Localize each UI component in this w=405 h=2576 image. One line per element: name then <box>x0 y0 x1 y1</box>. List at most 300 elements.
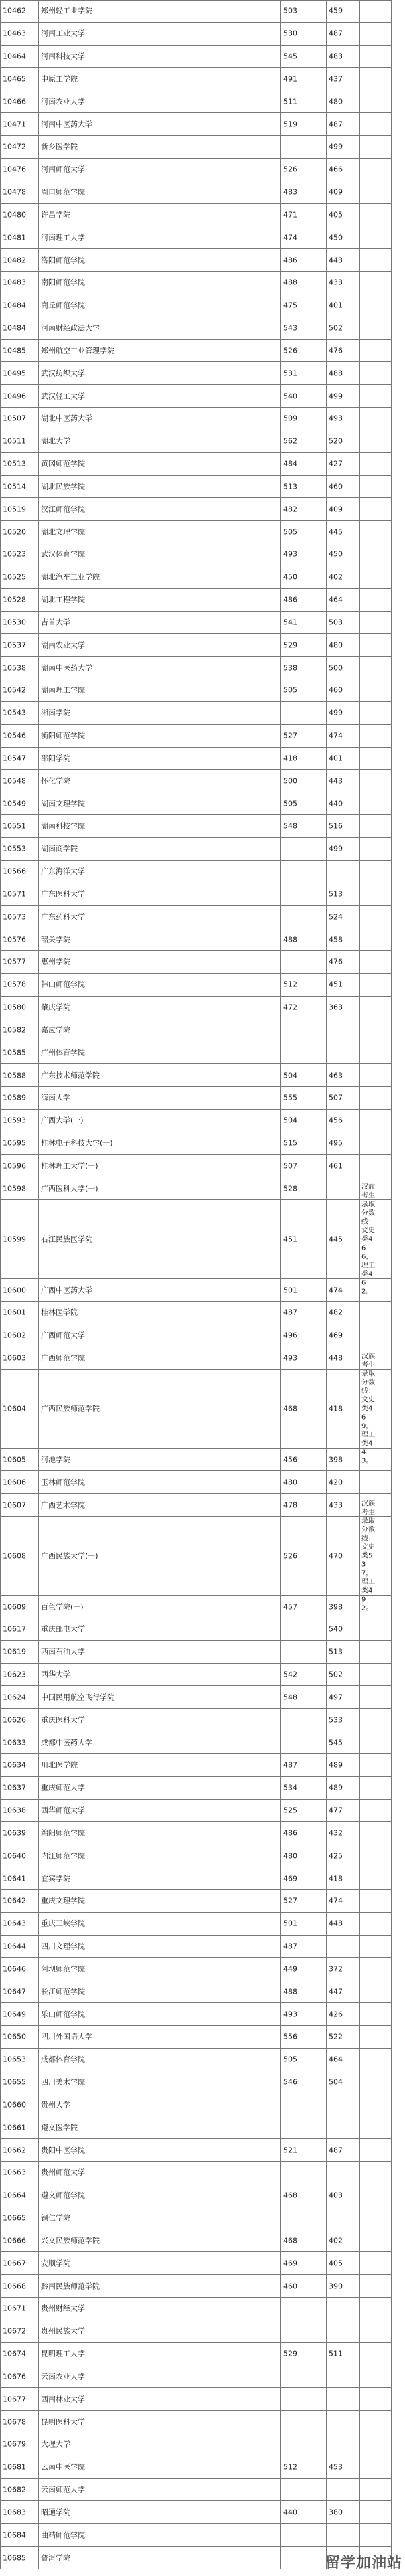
school-code <box>0 204 29 227</box>
score-col2 <box>327 498 360 521</box>
school-code <box>0 2365 29 2388</box>
school-name-text: 广东技术师范学院 <box>41 1071 100 1080</box>
score-col1-text: 486 <box>283 256 297 265</box>
school-code-text: 10607 <box>3 1500 26 1510</box>
blank-cell <box>29 46 39 68</box>
score-col1-text: 555 <box>283 1093 297 1102</box>
score-col1 <box>281 1110 327 1132</box>
school-code <box>0 997 29 1019</box>
school-code <box>0 476 29 499</box>
table-row <box>0 974 405 997</box>
school-name-text: 河南农业大学 <box>41 97 85 106</box>
note-cell <box>360 2139 376 2162</box>
score-col2-text: 456 <box>329 1116 343 1125</box>
score-col2 <box>327 1471 360 1494</box>
score-col1-text: 538 <box>283 663 297 673</box>
school-code <box>0 181 29 204</box>
blank-cell <box>29 1686 39 1709</box>
school-name-text: 乐山师范学院 <box>41 2010 85 2019</box>
school-name <box>39 1867 281 1890</box>
blank-cell <box>376 657 392 679</box>
school-code-text: 10674 <box>3 2349 26 2358</box>
score-col2-text: 409 <box>329 187 343 197</box>
note-cell <box>360 476 376 499</box>
school-name <box>39 1132 281 1155</box>
score-col2 <box>327 2071 360 2094</box>
school-name <box>39 2547 281 2569</box>
table-row <box>0 1731 405 1754</box>
school-code-text: 10606 <box>3 1478 26 1487</box>
note-cell <box>360 2049 376 2071</box>
school-name <box>39 815 281 838</box>
school-code <box>0 1155 29 1178</box>
score-col2 <box>327 1449 360 1472</box>
school-code <box>0 634 29 657</box>
score-col2 <box>327 1200 360 1279</box>
school-name <box>39 453 281 476</box>
score-col2 <box>327 1279 360 1302</box>
table-row <box>0 2071 405 2094</box>
score-col1 <box>281 2026 327 2049</box>
table-row <box>0 748 405 770</box>
score-col1-text: 526 <box>283 1551 297 1561</box>
table-row <box>0 362 405 385</box>
school-code <box>0 1370 29 1449</box>
blank-cell <box>29 1664 39 1687</box>
note-cell <box>360 2252 376 2275</box>
note-cell <box>360 1844 376 1867</box>
note-cell <box>360 2501 376 2524</box>
blank-cell <box>376 2343 392 2366</box>
note-cell <box>360 0 376 23</box>
blank-cell <box>29 2207 39 2230</box>
school-name <box>39 2456 281 2479</box>
note-cell <box>360 272 376 294</box>
school-code <box>0 1618 29 1641</box>
school-name <box>39 1664 281 1687</box>
school-name-text: 宜宾学院 <box>41 1874 70 1883</box>
blank-cell <box>376 770 392 792</box>
school-code-text: 10598 <box>3 1184 26 1193</box>
note-cell <box>360 1958 376 1980</box>
score-col1 <box>281 226 327 249</box>
blank-cell <box>376 1177 392 1200</box>
school-code <box>0 2343 29 2366</box>
blank-cell <box>29 634 39 657</box>
blank-cell <box>376 634 392 657</box>
table-row <box>0 1754 405 1777</box>
school-code <box>0 1777 29 1800</box>
school-name <box>39 1200 281 1279</box>
score-col1 <box>281 2049 327 2071</box>
score-col1-text: 480 <box>283 1478 297 1487</box>
table-row <box>0 1041 405 1064</box>
score-col2-text: 420 <box>329 1478 343 1487</box>
table-row <box>0 159 405 181</box>
blank-cell <box>29 543 39 566</box>
score-col1-text: 546 <box>283 2077 297 2087</box>
school-name-text: 曲靖师范学院 <box>41 2530 85 2540</box>
blank-cell <box>376 1709 392 1731</box>
score-col2-text: 482 <box>329 1308 343 1317</box>
school-name-text: 成都中医药大学 <box>41 1738 92 1747</box>
blank-cell <box>29 1370 39 1449</box>
table-row <box>0 1177 405 1200</box>
score-col1 <box>281 1200 327 1279</box>
score-col1 <box>281 2547 327 2569</box>
score-col2 <box>327 2433 360 2456</box>
score-col2 <box>327 159 360 181</box>
score-col2 <box>327 2003 360 2026</box>
score-col1 <box>281 453 327 476</box>
blank-cell <box>29 1200 39 1279</box>
table-row <box>0 1890 405 1913</box>
school-name-text: 邵阳学院 <box>41 754 70 763</box>
note-cell <box>360 2456 376 2479</box>
school-code-text: 10462 <box>3 6 26 15</box>
table-row <box>0 543 405 566</box>
school-code <box>0 1709 29 1731</box>
score-col2 <box>327 1596 360 1618</box>
blank-cell <box>29 385 39 408</box>
school-name <box>39 1777 281 1800</box>
school-code <box>0 113 29 136</box>
school-name-text: 郑州航空工业管理学院 <box>41 346 114 355</box>
score-col2 <box>327 1822 360 1844</box>
school-code <box>0 770 29 792</box>
table-row <box>0 1279 405 1302</box>
score-col1-text: 440 <box>283 2508 297 2517</box>
score-col1-text: 562 <box>283 436 297 446</box>
note-cell <box>360 113 376 136</box>
score-col1 <box>281 1800 327 1822</box>
school-code-text: 10650 <box>3 2032 26 2041</box>
school-name-text: 黄冈师范学院 <box>41 459 85 468</box>
school-code-text: 10661 <box>3 2123 26 2132</box>
score-col1 <box>281 997 327 1019</box>
score-col2-text: 470 <box>329 1551 343 1561</box>
school-code <box>0 1279 29 1302</box>
blank-cell <box>376 2093 392 2116</box>
blank-cell <box>29 1517 39 1596</box>
score-col2 <box>327 1731 360 1754</box>
score-col2-text: 477 <box>329 1806 343 1815</box>
note-cell <box>360 521 376 543</box>
school-name <box>39 1800 281 1822</box>
table-row <box>0 1494 405 1517</box>
score-col2-text: 476 <box>329 346 343 355</box>
score-col2-text: 426 <box>329 2010 343 2019</box>
school-code-text: 10571 <box>3 889 26 899</box>
blank-cell <box>29 792 39 815</box>
score-col1 <box>281 1177 327 1200</box>
table-row <box>0 1132 405 1155</box>
table-row <box>0 1618 405 1641</box>
score-col2-text: 487 <box>329 29 343 38</box>
score-col1 <box>281 2003 327 2026</box>
score-col2 <box>327 1664 360 1687</box>
blank-cell <box>376 2524 392 2547</box>
school-code <box>0 679 29 702</box>
blank-cell <box>376 2275 392 2298</box>
school-code-text: 10672 <box>3 2326 26 2336</box>
table-row <box>0 2184 405 2207</box>
school-code-text: 10513 <box>3 459 26 468</box>
school-code <box>0 385 29 408</box>
school-name <box>39 2026 281 2049</box>
score-col2-text: 545 <box>329 1738 343 1747</box>
blank-cell <box>376 294 392 317</box>
score-col2-text: 433 <box>329 1500 343 1510</box>
note-cell <box>360 589 376 612</box>
table-row <box>0 1709 405 1731</box>
note-cell <box>360 226 376 249</box>
school-name-text: 湖南科技学院 <box>41 821 85 831</box>
school-name <box>39 1731 281 1754</box>
note-cell <box>360 2365 376 2388</box>
school-code <box>0 1019 29 1042</box>
school-name <box>39 1347 281 1370</box>
note-cell <box>360 2524 376 2547</box>
school-name-text: 湖北汽车工业学院 <box>41 572 100 582</box>
blank-cell <box>376 0 392 23</box>
score-col2 <box>327 476 360 499</box>
score-col2 <box>327 2162 360 2184</box>
blank-cell <box>29 1641 39 1664</box>
blank-cell <box>29 90 39 113</box>
school-code <box>0 702 29 725</box>
score-col1-text: 475 <box>283 300 297 310</box>
note-cell <box>360 2320 376 2343</box>
table-row <box>0 1913 405 1936</box>
note-cell <box>360 838 376 861</box>
school-code-text: 10548 <box>3 776 26 786</box>
school-code <box>0 928 29 951</box>
score-col1 <box>281 1936 327 1958</box>
school-code-text: 10609 <box>3 1602 26 1611</box>
score-col2 <box>327 2298 360 2320</box>
school-name <box>39 2479 281 2502</box>
school-name <box>39 543 281 566</box>
school-code-text: 10623 <box>3 1670 26 1679</box>
school-name <box>39 1641 281 1664</box>
blank-cell <box>29 2184 39 2207</box>
school-code-text: 10543 <box>3 708 26 717</box>
score-col2-text: 469 <box>329 1330 343 1340</box>
school-code-text: 10603 <box>3 1353 26 1363</box>
score-col2 <box>327 748 360 770</box>
blank-cell <box>29 1155 39 1178</box>
score-col2 <box>327 453 360 476</box>
school-name <box>39 861 281 883</box>
table-row <box>0 2252 405 2275</box>
score-col2 <box>327 226 360 249</box>
school-name <box>39 1155 281 1178</box>
score-col2-text: 489 <box>329 1783 343 1792</box>
school-code-text: 10514 <box>3 482 26 491</box>
school-name-text: 遵义医学院 <box>41 2123 78 2132</box>
score-col2-text: 402 <box>329 572 343 582</box>
school-code-text: 10528 <box>3 595 26 604</box>
blank-cell <box>29 1958 39 1980</box>
school-code <box>0 340 29 363</box>
note-cell <box>360 928 376 951</box>
school-code <box>0 861 29 883</box>
score-col1 <box>281 2071 327 2094</box>
score-col2 <box>327 2501 360 2524</box>
score-col1 <box>281 883 327 906</box>
blank-cell <box>29 2275 39 2298</box>
score-col1 <box>281 2184 327 2207</box>
note-cell <box>360 634 376 657</box>
score-col1 <box>281 0 327 23</box>
blank-cell <box>29 2479 39 2502</box>
score-col2-text: 524 <box>329 912 343 922</box>
blank-cell <box>29 2433 39 2456</box>
school-code-text: 10685 <box>3 2553 26 2563</box>
score-col2 <box>327 408 360 430</box>
school-code <box>0 951 29 974</box>
school-name-text: 贵州民族大学 <box>41 2326 85 2336</box>
score-col2 <box>327 1709 360 1731</box>
score-col2-text: 440 <box>329 799 343 808</box>
school-name-text: 广东医科大学 <box>41 889 85 899</box>
school-name <box>39 679 281 702</box>
score-col2 <box>327 1913 360 1936</box>
school-code <box>0 1641 29 1664</box>
blank-cell <box>376 249 392 272</box>
score-col1-text: 487 <box>283 1942 297 1951</box>
school-name-text: 洛阳师范学院 <box>41 256 85 265</box>
school-code <box>0 1302 29 1324</box>
school-code-text: 10644 <box>3 1942 26 1951</box>
blank-cell <box>376 1754 392 1777</box>
school-name-text: 河南工业大学 <box>41 29 85 38</box>
blank-cell <box>29 974 39 997</box>
school-name <box>39 1064 281 1087</box>
note-cell <box>360 861 376 883</box>
score-col1 <box>281 748 327 770</box>
school-name-text: 广西医科大学(一) <box>41 1184 98 1193</box>
note-cell <box>360 1064 376 1087</box>
score-col1-text: 511 <box>283 97 297 106</box>
school-name <box>39 1302 281 1324</box>
blank-cell <box>29 861 39 883</box>
blank-cell <box>376 1279 392 1302</box>
school-name <box>39 1936 281 1958</box>
school-name-text: 中原工学院 <box>41 74 78 84</box>
score-col1-text: 493 <box>283 549 297 559</box>
note-cell <box>360 815 376 838</box>
note-cell <box>360 2207 376 2230</box>
blank-cell <box>29 883 39 906</box>
school-code-text: 10573 <box>3 912 26 922</box>
score-col1-text: 505 <box>283 2055 297 2064</box>
school-code <box>0 1517 29 1596</box>
score-col1 <box>281 2501 327 2524</box>
blank-cell <box>29 1731 39 1754</box>
score-col1-text: 505 <box>283 527 297 537</box>
blank-cell <box>29 2343 39 2366</box>
score-col1-text: 457 <box>283 1602 297 1611</box>
school-code-text: 10676 <box>3 2372 26 2381</box>
school-name <box>39 1958 281 1980</box>
table-row <box>0 2093 405 2116</box>
note-cell <box>360 702 376 725</box>
score-col1 <box>281 90 327 113</box>
school-name-text: 西华大学 <box>41 1670 70 1679</box>
table-row <box>0 657 405 679</box>
blank-cell <box>376 1347 392 1370</box>
table-row <box>0 204 405 227</box>
school-code-text: 10465 <box>3 74 26 84</box>
school-code-text: 10639 <box>3 1828 26 1838</box>
score-col2 <box>327 1958 360 1980</box>
score-col1 <box>281 2162 327 2184</box>
score-col1-text: 548 <box>283 821 297 831</box>
school-code <box>0 2411 29 2433</box>
note-cell <box>360 1777 376 1800</box>
school-code <box>0 1800 29 1822</box>
score-col2-text: 409 <box>329 505 343 514</box>
school-code-text: 10682 <box>3 2485 26 2494</box>
score-col1 <box>281 249 327 272</box>
score-col1-text: 488 <box>283 935 297 944</box>
blank-cell <box>29 612 39 634</box>
score-col2 <box>327 2320 360 2343</box>
score-col1-text: 505 <box>283 685 297 695</box>
blank-cell <box>29 2524 39 2547</box>
school-name-text: 广西师范学院 <box>41 1353 85 1363</box>
school-code-text: 10668 <box>3 2282 26 2291</box>
school-name-text: 湖南理工学院 <box>41 685 85 695</box>
school-name-text: 韩山师范学院 <box>41 980 85 989</box>
blank-cell <box>29 2411 39 2433</box>
school-name <box>39 2524 281 2547</box>
table-row <box>0 521 405 543</box>
score-col1 <box>281 2252 327 2275</box>
school-name <box>39 1177 281 1200</box>
blank-cell <box>29 1041 39 1064</box>
blank-cell <box>29 2162 39 2184</box>
score-col1 <box>281 1324 327 1347</box>
school-code-text: 10600 <box>3 1286 26 1295</box>
school-code <box>0 838 29 861</box>
school-code-text: 10520 <box>3 527 26 537</box>
school-name <box>39 68 281 91</box>
score-col2-text: 447 <box>329 1987 343 1996</box>
blank-cell <box>376 1471 392 1494</box>
school-name <box>39 90 281 113</box>
blank-cell <box>29 1177 39 1200</box>
school-name <box>39 2162 281 2184</box>
blank-cell <box>376 2252 392 2275</box>
score-col1 <box>281 2456 327 2479</box>
blank-cell <box>29 2093 39 2116</box>
score-col1 <box>281 634 327 657</box>
school-name-text: 南阳师范学院 <box>41 278 85 287</box>
blank-cell <box>29 1064 39 1087</box>
school-name-text: 武汉纺织大学 <box>41 369 85 378</box>
score-col1-text: 469 <box>283 1874 297 1883</box>
school-name <box>39 1517 281 1596</box>
school-name-text: 贵州大学 <box>41 2100 70 2110</box>
school-code-text: 10595 <box>3 1138 26 1148</box>
table-row <box>0 1155 405 1178</box>
score-col1-text: 504 <box>283 1071 297 1080</box>
score-col2 <box>327 1347 360 1370</box>
school-code-text: 10599 <box>3 1235 26 1244</box>
